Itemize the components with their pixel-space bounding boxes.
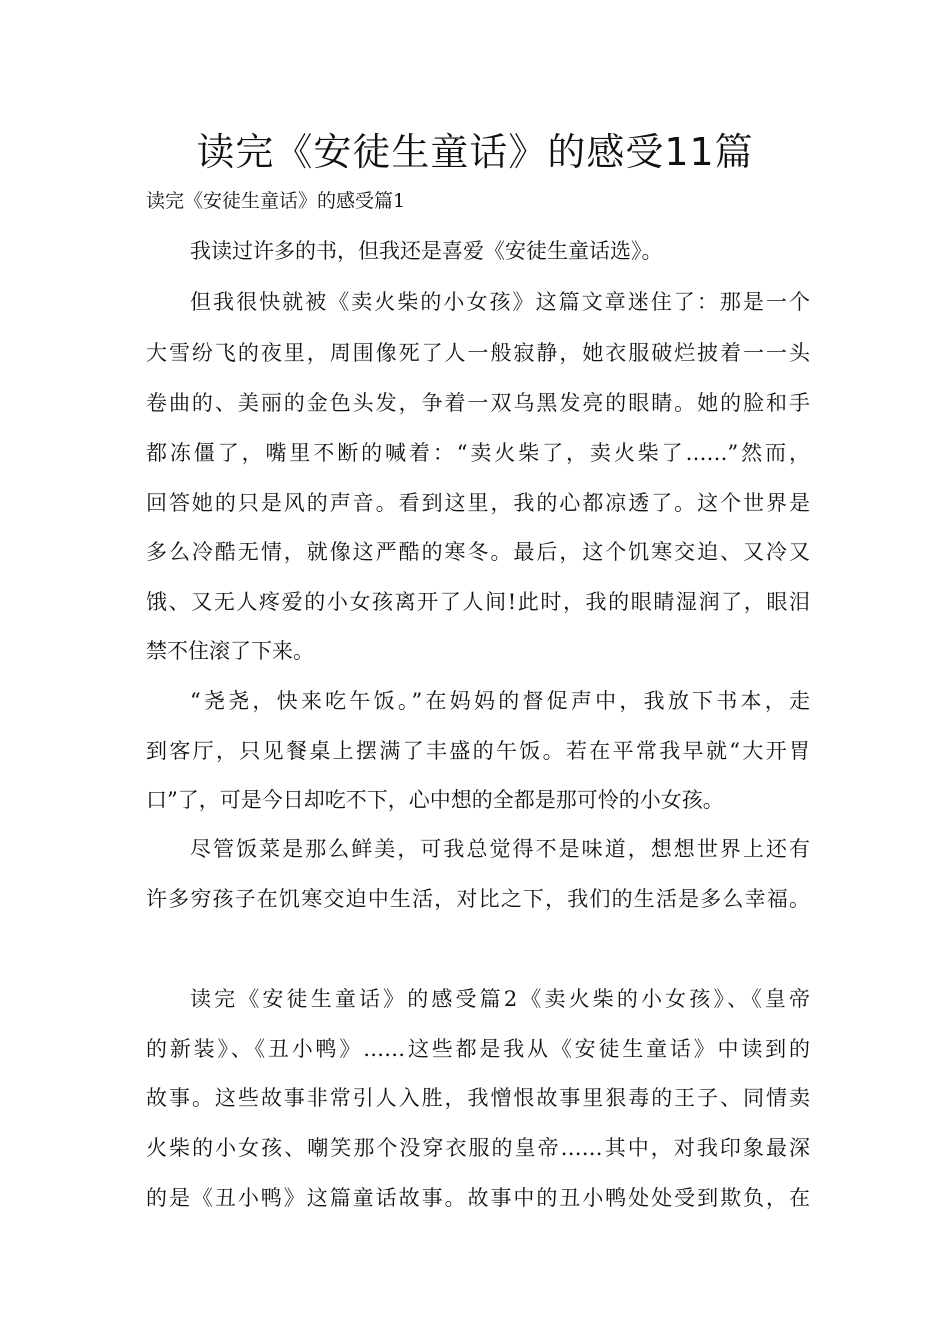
paragraph-line: 的是《丑小鸭》这篇童话故事。故事中的丑小鸭处处受到欺负，在	[146, 1186, 810, 1210]
paragraph-line: 饿、又无人疼爱的小女孩离开了人间!此时，我的眼睛湿润了，眼泪	[146, 590, 810, 614]
paragraph-line: 故事。这些故事非常引人入胜，我憎恨故事里狠毒的王子、同情卖	[146, 1086, 810, 1110]
paragraph-line: 许多穷孩子在饥寒交迫中生活，对比之下，我们的生活是多么幸福。	[146, 887, 810, 911]
paragraph-line: 口”了，可是今日却吃不下，心中想的全都是那可怜的小女孩。	[146, 788, 724, 812]
paragraph-line: 多么冷酷无情，就像这严酷的寒冬。最后，这个饥寒交迫、又冷又	[146, 540, 810, 564]
paragraph-line: “尧尧，快来吃午饭。”在妈妈的督促声中，我放下书本，走	[190, 689, 810, 713]
section-heading-1: 读完《安徒生童话》的感受篇1	[146, 190, 406, 212]
paragraph-line: 禁不住滚了下来。	[146, 639, 314, 663]
paragraph-line: 火柴的小女孩、嘲笑那个没穿衣服的皇帝……其中，对我印象最深	[146, 1136, 810, 1160]
paragraph-line: 回答她的只是风的声音。看到这里，我的心都凉透了。这个世界是	[146, 491, 810, 515]
paragraph-line: 卷曲的、美丽的金色头发，争着一双乌黑发亮的眼睛。她的脸和手	[146, 391, 810, 415]
paragraph-line: 我读过许多的书，但我还是喜爱《安徒生童话选》。	[190, 239, 663, 263]
paragraph-line: 大雪纷飞的夜里，周围像死了人一般寂静，她衣服破烂披着一一头	[146, 341, 810, 365]
paragraph-line: 都冻僵了，嘴里不断的喊着：“卖火柴了，卖火柴了……”然而，	[146, 441, 810, 465]
paragraph-line: 但我很快就被《卖火柴的小女孩》这篇文章迷住了：那是一个	[190, 290, 810, 314]
document-title: 读完《安徒生童话》的感受11篇	[196, 130, 754, 174]
paragraph-line: 读完《安徒生童话》的感受篇2《卖火柴的小女孩》、《皇帝	[190, 987, 810, 1011]
paragraph-line: 到客厅，只见餐桌上摆满了丰盛的午饭。若在平常我早就“大开胃	[146, 739, 810, 763]
paragraph-line: 的新装》、《丑小鸭》……这些都是我从《安徒生童话》中读到的	[146, 1037, 810, 1061]
paragraph-line: 尽管饭菜是那么鲜美，可我总觉得不是味道，想想世界上还有	[190, 837, 810, 861]
